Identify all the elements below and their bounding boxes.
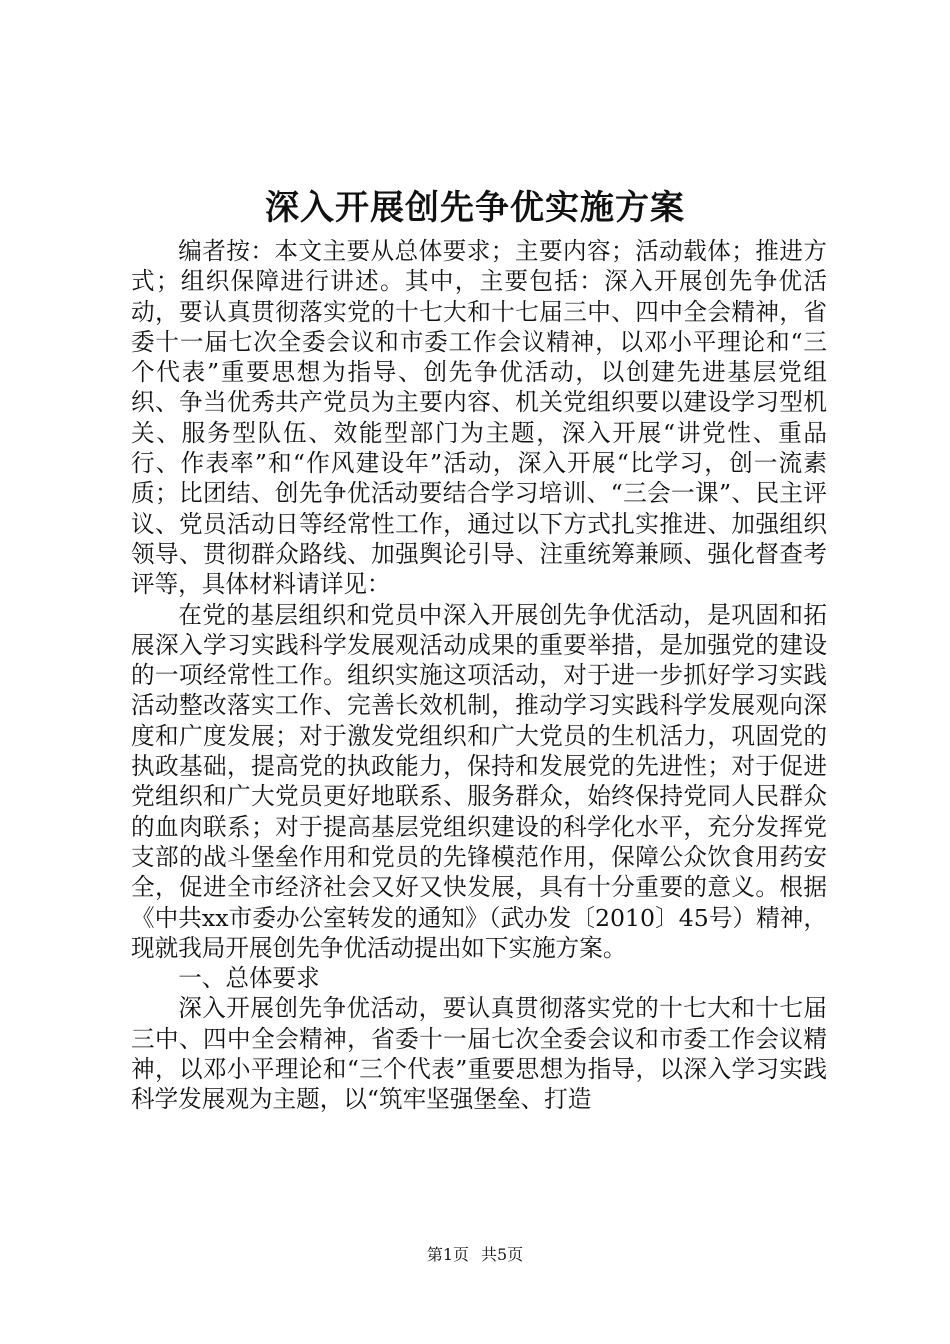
document-title: 深入开展创先争优实施方案 xyxy=(265,188,685,228)
intro-paragraph: 在党的基层组织和党员中深入开展创先争优活动，是巩固和拓展深入学习实践科学发展观活动成果的重要举措，是加强党的建设的一项经常性工作。组织实施这项活动，对于进一步抓好学习实践活动整改落实工作、完善长效机制，推动学习实践科学发展观向深度和广度发展；对于激发党组织和广大党员的生机活力，巩固党的执政基础，提高党的执政能力，保持和发展党的先进性；对于促进党组织和广大党员更好地联系、服务群众，始终保持党同人民群众的血肉联系；对于提高基层党组织建设的科学化水平，充分发挥党支部的战斗堡垒作用和党员的先锋模范作用，保障公众饮食用药安全，促进全市经济社会又好又快发展，具有十分重要的意义。根据《中共xx市委办公室转发的通知》（武办发〔2010〕45号）精神，现就我局开展创先争优活动提出如下实施方案。 xyxy=(131,600,827,962)
page-total: 共5页 xyxy=(481,1245,524,1264)
page-number: 第1页 xyxy=(426,1245,469,1264)
section-paragraph: 深入开展创先争优活动，要认真贯彻落实党的十七大和十七届三中、四中全会精神，省委十一届七次全委会议和市委工作会议精神，以邓小平理论和“三个代表”重要思想为指导，以深入学习实践科学发展观为主题，以“筑牢坚强堡垒、打造 xyxy=(131,994,827,1114)
editor-note-paragraph: 编者按：本文主要从总体要求；主要内容；活动载体；推进方式；组织保障进行讲述。其中，主要包括：深入开展创先争优活动，要认真贯彻落实党的十七大和十七届三中、四中全会精神，省委十一届七次全委会议和市委工作会议精神，以邓小平理论和“三个代表”重要思想为指导、创先争优活动，以创建先进基层党组织、争当优秀共产党员为主要内容、机关党组织要以建设学习型机关、服务型队伍、效能型部门为主题，深入开展“讲党性、重品行、作表率”和“作风建设年”活动，深入开展“比学习，创一流素质；比团结、创先争优活动要结合学习培训、“三会一课”、民主评议、党员活动日等经常性工作，通过以下方式扎实推进、加强组织领导、贯彻群众路线、加强舆论引导、注重统筹兼顾、强化督查考评等，具体材料请详见： xyxy=(131,237,827,599)
page-footer xyxy=(0,1244,950,1266)
section-heading: 一、总体要求 xyxy=(178,964,320,993)
document-body xyxy=(131,236,827,1115)
